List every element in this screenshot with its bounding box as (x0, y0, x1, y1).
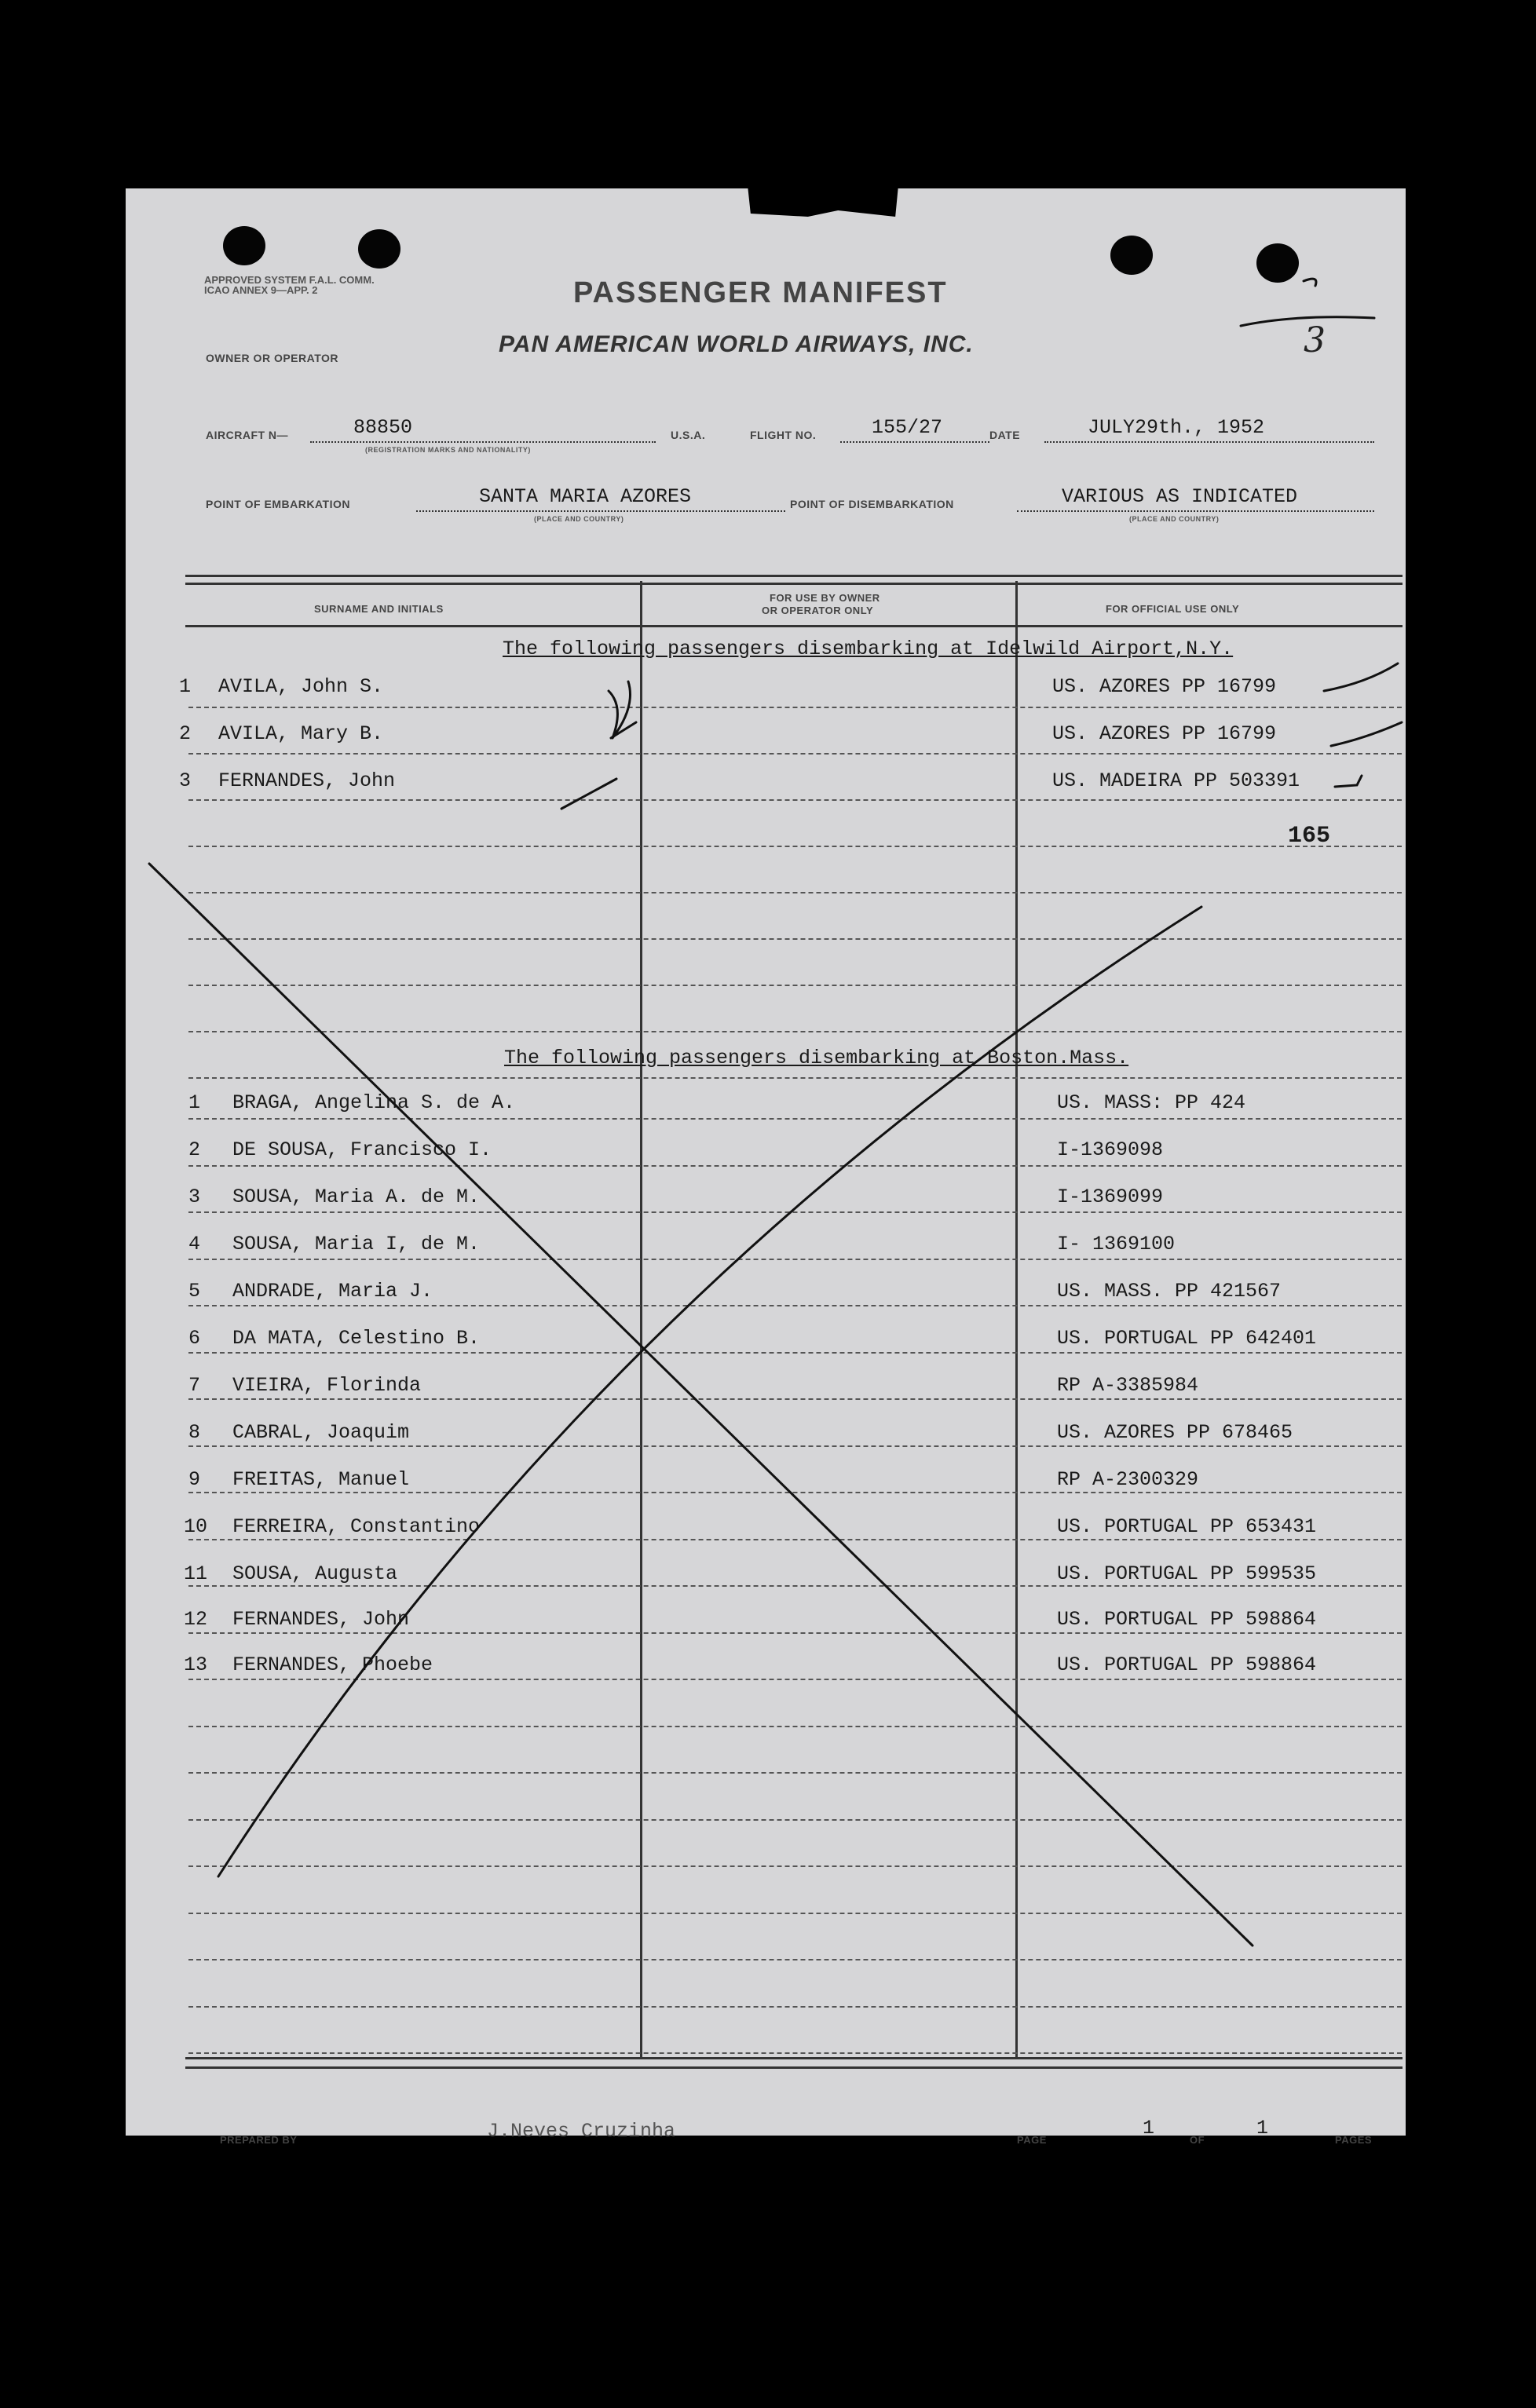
col-owner-header-1: FOR USE BY OWNER (770, 592, 880, 604)
handwritten-page-mark: 3 (1304, 320, 1326, 360)
row-number: 9 (188, 1468, 201, 1491)
row-number: 1 (188, 1091, 201, 1114)
check-mark (1335, 776, 1362, 787)
check-mark (609, 681, 631, 738)
disembarkation-value: VARIOUS AS INDICATED (1062, 485, 1298, 508)
cross-stroke (218, 907, 1201, 1876)
aircraft-label: AIRCRAFT N— (206, 429, 289, 441)
flight-date: JULY29th., 1952 (1088, 416, 1265, 439)
section-heading-boston: The following passengers disembarking at Boston.Mass. (504, 1047, 1129, 1069)
registration-note: (REGISTRATION MARKS AND NATIONALITY) (365, 446, 531, 454)
row-number: 11 (184, 1562, 208, 1585)
passenger-name: CABRAL, Joaquim (232, 1421, 410, 1444)
passenger-name: SOUSA, Augusta (232, 1562, 398, 1585)
row-number: 5 (188, 1280, 201, 1303)
row-number: 3 (188, 1186, 201, 1208)
passenger-name: FERNANDES, John (232, 1608, 410, 1631)
approval-note: APPROVED SYSTEM F.A.L. COMM. ICAO ANNEX 9—APP. 2 (204, 274, 375, 296)
official-entry: US. MADEIRA PP 503391 (1052, 769, 1300, 792)
disembarkation-label: POINT OF DISEMBARKATION (790, 498, 954, 510)
place-country-note: (PLACE AND COUNTRY) (534, 515, 624, 523)
official-entry: I- 1369100 (1057, 1233, 1176, 1255)
official-entry: I-1369098 (1057, 1138, 1164, 1161)
handwritten-cross-out (126, 188, 1406, 2136)
place-country-note: (PLACE AND COUNTRY) (1129, 515, 1220, 523)
passenger-name: SOUSA, Maria I, de M. (232, 1233, 481, 1255)
embarkation-label: POINT OF EMBARKATION (206, 498, 350, 510)
flight-number: 155/27 (872, 416, 943, 439)
col-official-header: FOR OFFICIAL USE ONLY (1106, 603, 1240, 615)
official-entry: US. AZORES PP 16799 (1052, 675, 1277, 698)
owner-label: OWNER OR OPERATOR (206, 352, 338, 364)
col-owner-header-2: OR OPERATOR ONLY (762, 605, 874, 616)
cross-stroke (149, 864, 1253, 1946)
nationality-label: U.S.A. (671, 429, 706, 441)
page-number: 1 (1143, 2117, 1155, 2139)
row-number: 2 (188, 1138, 201, 1161)
passenger-name: DE SOUSA, Francisco I. (232, 1138, 492, 1161)
row-number: 6 (188, 1327, 201, 1350)
official-entry: I-1369099 (1057, 1186, 1164, 1208)
official-entry: US. AZORES PP 16799 (1052, 722, 1277, 745)
passenger-name: AVILA, John S. (218, 675, 384, 698)
passenger-name: ANDRADE, Maria J. (232, 1280, 433, 1303)
check-mark (1331, 722, 1402, 746)
check-mark (561, 779, 616, 809)
row-number: 12 (184, 1608, 208, 1631)
official-entry: RP A-3385984 (1057, 1374, 1199, 1397)
row-number: 7 (188, 1374, 201, 1397)
official-entry: US. AZORES PP 678465 (1057, 1421, 1293, 1444)
flight-label: FLIGHT NO. (750, 429, 817, 441)
passenger-name: FERNANDES, Phoebe (232, 1653, 433, 1676)
official-entry: US. PORTUGAL PP 642401 (1057, 1327, 1317, 1350)
stamp-number: 165 (1288, 823, 1331, 850)
passenger-name: AVILA, Mary B. (218, 722, 384, 745)
row-number: 1 (179, 675, 192, 698)
passenger-name: FERREIRA, Constantino (232, 1515, 481, 1538)
row-number: 3 (179, 769, 192, 792)
official-entry: US. PORTUGAL PP 599535 (1057, 1562, 1317, 1585)
section-heading-idlewild: The following passengers disembarking at Idelwild Airport,N.Y. (503, 638, 1234, 660)
passenger-name: FREITAS, Manuel (232, 1468, 410, 1491)
aircraft-number: 88850 (353, 416, 413, 439)
operator-name: PAN AMERICAN WORLD AIRWAYS, INC. (499, 331, 974, 357)
official-entry: US. PORTUGAL PP 598864 (1057, 1608, 1317, 1631)
passenger-name: FERNANDES, John (218, 769, 396, 792)
of-label: OF (1190, 2134, 1205, 2146)
date-label: DATE (989, 429, 1021, 441)
row-number: 10 (184, 1515, 208, 1538)
page-mark-stroke (1241, 317, 1374, 326)
page-title: PASSENGER MANIFEST (573, 276, 948, 309)
page-total: 1 (1256, 2117, 1269, 2139)
passenger-name: DA MATA, Celestino B. (232, 1327, 481, 1350)
embarkation-value: SANTA MARIA AZORES (479, 485, 692, 508)
official-entry: US. PORTUGAL PP 653431 (1057, 1515, 1317, 1538)
prepared-by: J.Neves Cruzinha (487, 2120, 676, 2143)
pages-label: PAGES (1335, 2134, 1373, 2146)
passenger-name: VIEIRA, Florinda (232, 1374, 422, 1397)
check-mark (1324, 663, 1398, 691)
row-number: 4 (188, 1233, 201, 1255)
col-surname-header: SURNAME AND INITIALS (314, 603, 444, 615)
row-number: 13 (184, 1653, 208, 1676)
passenger-name: BRAGA, Angelina S. de A. (232, 1091, 516, 1114)
page-mark-stroke (1304, 279, 1316, 286)
official-entry: US. MASS. PP 421567 (1057, 1280, 1282, 1303)
passenger-name: SOUSA, Maria A. de M. (232, 1186, 481, 1208)
official-entry: US. PORTUGAL PP 598864 (1057, 1653, 1317, 1676)
manifest-sheet (126, 188, 1406, 2146)
row-number: 2 (179, 722, 192, 745)
prepared-label: PREPARED BY (220, 2134, 298, 2146)
page-label: PAGE (1017, 2134, 1047, 2146)
row-number: 8 (188, 1421, 201, 1444)
official-entry: RP A-2300329 (1057, 1468, 1199, 1491)
official-entry: US. MASS: PP 424 (1057, 1091, 1246, 1114)
